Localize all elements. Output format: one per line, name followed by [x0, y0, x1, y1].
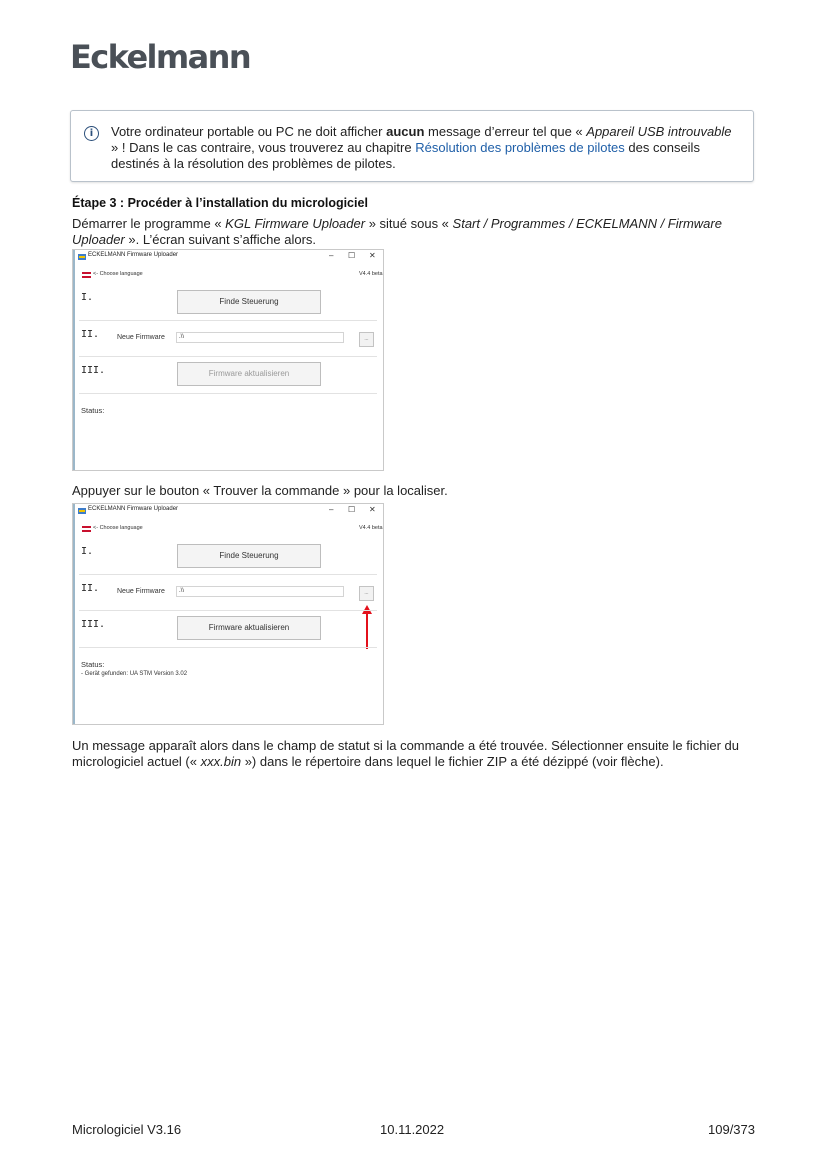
version-label: V4.4 beta — [359, 525, 383, 531]
app-icon — [78, 507, 86, 515]
firmware-path-input[interactable]: .\\ — [176, 332, 344, 343]
step-number-2: II. — [81, 583, 100, 594]
info-text: Votre ordinateur portable ou PC ne doit afficher aucun message d’erreur tel que « Appareil USB introuvable » ! Dans le cas contraire, vous trouverez au chapitre Résolution des problèmes de pilotes des conseils destinés à la résolution des problèmes de pilotes. — [111, 124, 732, 171]
new-firmware-label: Neue Firmware — [117, 588, 165, 595]
footer-document-version: Micrologiciel V3.16 — [72, 1122, 182, 1137]
divider — [79, 393, 377, 394]
choose-language-label[interactable]: <- Choose language — [93, 271, 143, 277]
window-titlebar — [73, 250, 383, 264]
divider — [79, 356, 377, 357]
step-number-3: III. — [81, 365, 106, 376]
status-message: - Gerät gefunden: UA STM Version 3.02 — [81, 671, 188, 677]
status-label: Status: — [81, 660, 105, 669]
divider — [79, 320, 377, 321]
find-controller-button[interactable]: Finde Steuerung — [177, 290, 321, 314]
find-controller-button[interactable]: Finde Steuerung — [177, 544, 321, 568]
divider — [79, 574, 377, 575]
driver-troubleshooting-link[interactable]: Résolution des problèmes de pilotes — [415, 140, 625, 155]
update-firmware-button[interactable]: Firmware aktualisieren — [177, 616, 321, 640]
window-titlebar — [73, 504, 383, 518]
firmware-path-input[interactable]: .\\ — [176, 586, 344, 597]
step-number-3: III. — [81, 619, 106, 630]
close-button[interactable]: ✕ — [369, 505, 376, 514]
minimize-button[interactable]: – — [329, 251, 334, 260]
eckelmann-logo: Eckelmann — [70, 38, 251, 76]
step-number-2: II. — [81, 329, 100, 340]
divider — [79, 647, 377, 648]
step-number-1: I. — [81, 546, 94, 557]
status-label: Status: — [81, 406, 105, 415]
step-number-1: I. — [81, 292, 94, 303]
paragraph-select-firmware: Un message apparaît alors dans le champ de statut si la commande a été trouvée. Sélectionner ensuite le fichier du micrologiciel actuel (« xxx.bin ») dans le répertoire dans lequel le fichier ZIP a été dézippé (voir flèche). — [72, 738, 739, 769]
browse-button[interactable]: ... — [359, 332, 374, 347]
footer-page-number: 109/373 — [708, 1122, 755, 1137]
window-title: ECKELMANN Firmware Uploader — [88, 506, 179, 512]
app-icon — [78, 253, 86, 261]
uk-flag-icon[interactable] — [81, 525, 92, 533]
window-title: ECKELMANN Firmware Uploader — [88, 252, 179, 258]
uk-flag-icon[interactable] — [81, 271, 92, 279]
firmware-uploader-screenshot-2 — [72, 503, 384, 725]
firmware-uploader-screenshot-1 — [72, 249, 384, 471]
divider — [79, 610, 377, 611]
new-firmware-label: Neue Firmware — [117, 334, 165, 341]
browse-button[interactable]: ... — [359, 586, 374, 601]
version-label: V4.4 beta — [359, 271, 383, 277]
step-title: Étape 3 : Procéder à l’installation du micrologiciel — [72, 196, 368, 210]
paragraph-find-controller: Appuyer sur le bouton « Trouver la commande » pour la localiser. — [72, 483, 448, 498]
maximize-button[interactable]: ☐ — [348, 505, 356, 514]
minimize-button[interactable]: – — [329, 505, 334, 514]
update-firmware-button[interactable]: Firmware aktualisieren — [177, 362, 321, 386]
info-icon: i — [84, 126, 99, 141]
maximize-button[interactable]: ☐ — [348, 251, 356, 260]
footer-date: 10.11.2022 — [380, 1122, 445, 1137]
info-box — [70, 110, 754, 182]
close-button[interactable]: ✕ — [369, 251, 376, 260]
paragraph-start-program: Démarrer le programme « KGL Firmware Uploader » situé sous « Start / Programmes / ECKELMANN / Firmware Uploader ». L’écran suivant s’affiche alors. — [72, 216, 722, 247]
choose-language-label[interactable]: <- Choose language — [93, 525, 143, 531]
red-arrow-icon — [359, 605, 375, 649]
